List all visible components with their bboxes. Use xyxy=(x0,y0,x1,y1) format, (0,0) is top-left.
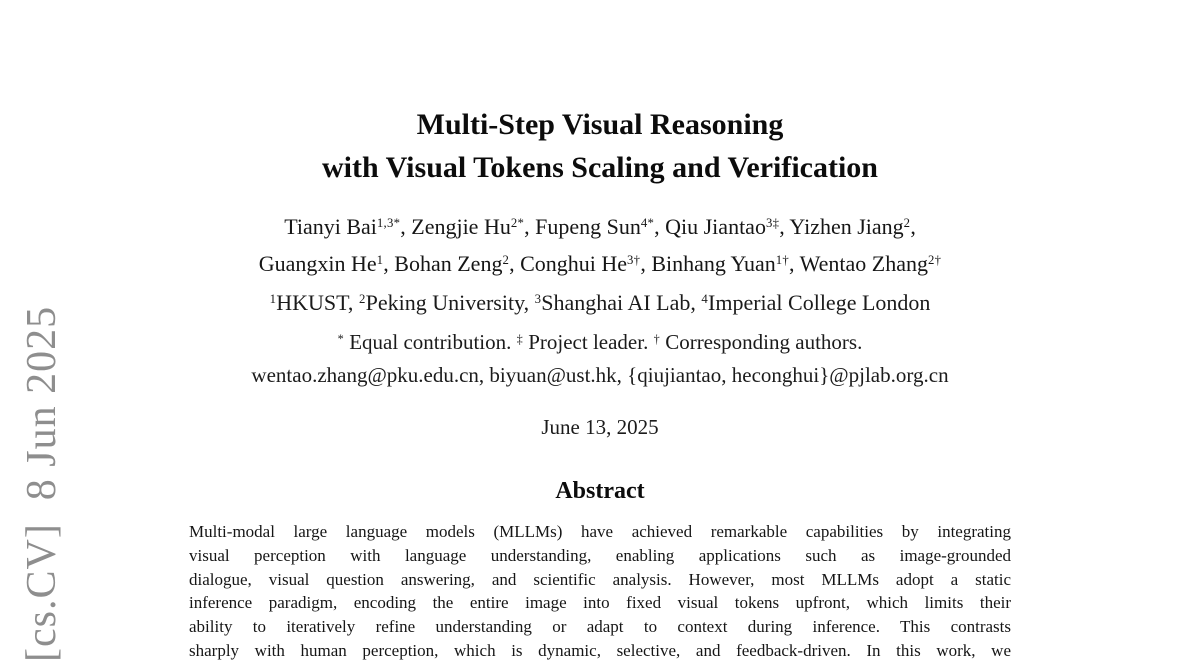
note-symbol: ‡ xyxy=(516,331,523,346)
abstract-line: Multi-modal large language models (MLLMs) have achieved remarkable capabilities by integrating xyxy=(189,522,1011,541)
author-name: Tianyi Bai xyxy=(284,214,377,239)
author-separator: , xyxy=(400,214,412,239)
note-text: Corresponding authors. xyxy=(659,330,863,354)
abstract-line: dialogue, visual question answering, and scientific analysis. However, most MLLMs adopt a static xyxy=(189,569,1011,589)
author xyxy=(535,214,665,239)
affiliation-superscript: 3 xyxy=(534,292,542,307)
abstract-line: ability to iteratively refine understanding or adapt to context during inference. This contrasts xyxy=(189,617,1011,637)
authors-row-1 xyxy=(0,210,1200,247)
paper-title-line-2: with Visual Tokens Scaling and Verification xyxy=(322,151,878,184)
abstract-line: visual perception with language understanding, enabling applications such as image-grounded xyxy=(189,545,1011,565)
affiliation-name: Peking University, xyxy=(365,290,535,315)
affiliation xyxy=(359,290,535,315)
contribution-note xyxy=(517,330,654,354)
author xyxy=(651,251,799,276)
author-name: Wentao Zhang xyxy=(799,251,928,276)
author-name: Binhang Yuan xyxy=(651,251,776,276)
author-superscript: 2 xyxy=(903,216,911,231)
author xyxy=(665,214,789,239)
author-separator: , xyxy=(789,251,800,276)
author-name: Zengjie Hu xyxy=(411,214,511,239)
author-superscript: 3† xyxy=(627,253,641,268)
author-separator: , xyxy=(524,214,536,239)
author-name: Fupeng Sun xyxy=(535,214,641,239)
paper-date: June 13, 2025 xyxy=(541,415,659,439)
note-symbol: † xyxy=(653,331,660,346)
contribution-note xyxy=(338,330,517,354)
affiliation xyxy=(701,290,930,315)
author-separator: , xyxy=(383,251,395,276)
contact-emails-line: wentao.zhang@pku.edu.cn, biyuan@ust.hk, {qiujiantao, heconghui}@pjlab.org.cn xyxy=(251,363,949,387)
author-name: Guangxin He xyxy=(258,251,377,276)
author-name: Conghui He xyxy=(520,251,628,276)
note-symbol: * xyxy=(337,331,344,346)
author-superscript: 1 xyxy=(376,253,384,268)
author-separator: , xyxy=(910,214,916,239)
affiliation-name: Shanghai AI Lab, xyxy=(541,290,702,315)
abstract-heading: Abstract xyxy=(555,478,645,504)
author-separator: , xyxy=(654,214,666,239)
author xyxy=(520,251,651,276)
author xyxy=(800,251,942,276)
note-text: Project leader. xyxy=(522,330,654,354)
affiliation-superscript: 1 xyxy=(269,292,277,307)
affiliations-line xyxy=(0,286,1200,323)
author-superscript: 1,3* xyxy=(376,216,401,231)
author-separator: , xyxy=(640,251,652,276)
affiliation-name: Imperial College London xyxy=(708,290,931,315)
author-superscript: 3‡ xyxy=(765,216,780,231)
author-superscript: 4* xyxy=(640,216,655,231)
author xyxy=(394,251,520,276)
author-superscript: 1† xyxy=(775,253,790,268)
author xyxy=(284,214,411,239)
affiliation xyxy=(270,290,359,315)
author xyxy=(259,251,395,276)
contribution-note xyxy=(654,330,863,354)
affiliation xyxy=(535,290,702,315)
paper-title xyxy=(0,0,1200,189)
author-name: Yizhen Jiang xyxy=(789,214,904,239)
author-superscript: 2 xyxy=(502,253,510,268)
affiliation-superscript: 2 xyxy=(358,292,366,307)
author-separator: , xyxy=(509,251,521,276)
author xyxy=(411,214,535,239)
paper-title-line-1: Multi-Step Visual Reasoning xyxy=(416,108,784,141)
author-name: Bohan Zeng xyxy=(394,251,503,276)
authors-row-2 xyxy=(0,247,1200,284)
author-superscript: 2* xyxy=(510,216,525,231)
abstract-paragraph xyxy=(189,520,1011,663)
author-separator: , xyxy=(779,214,790,239)
author xyxy=(789,214,915,239)
arxiv-stamp: [cs.CV] 8 Jun 2025 xyxy=(19,305,65,662)
note-text: Equal contribution. xyxy=(343,330,517,354)
abstract-line: inference paradigm, encoding the entire image into fixed visual tokens upfront, which limits their xyxy=(189,593,1011,613)
abstract-line: sharply with human perception, which is dynamic, selective, and feedback-driven. In this work, we xyxy=(189,640,1011,660)
affiliation-superscript: 4 xyxy=(701,292,709,307)
author-name: Qiu Jiantao xyxy=(665,214,766,239)
contribution-notes-line xyxy=(0,327,1200,361)
affiliation-name: HKUST, xyxy=(276,290,359,315)
author-superscript: 2† xyxy=(928,253,942,268)
